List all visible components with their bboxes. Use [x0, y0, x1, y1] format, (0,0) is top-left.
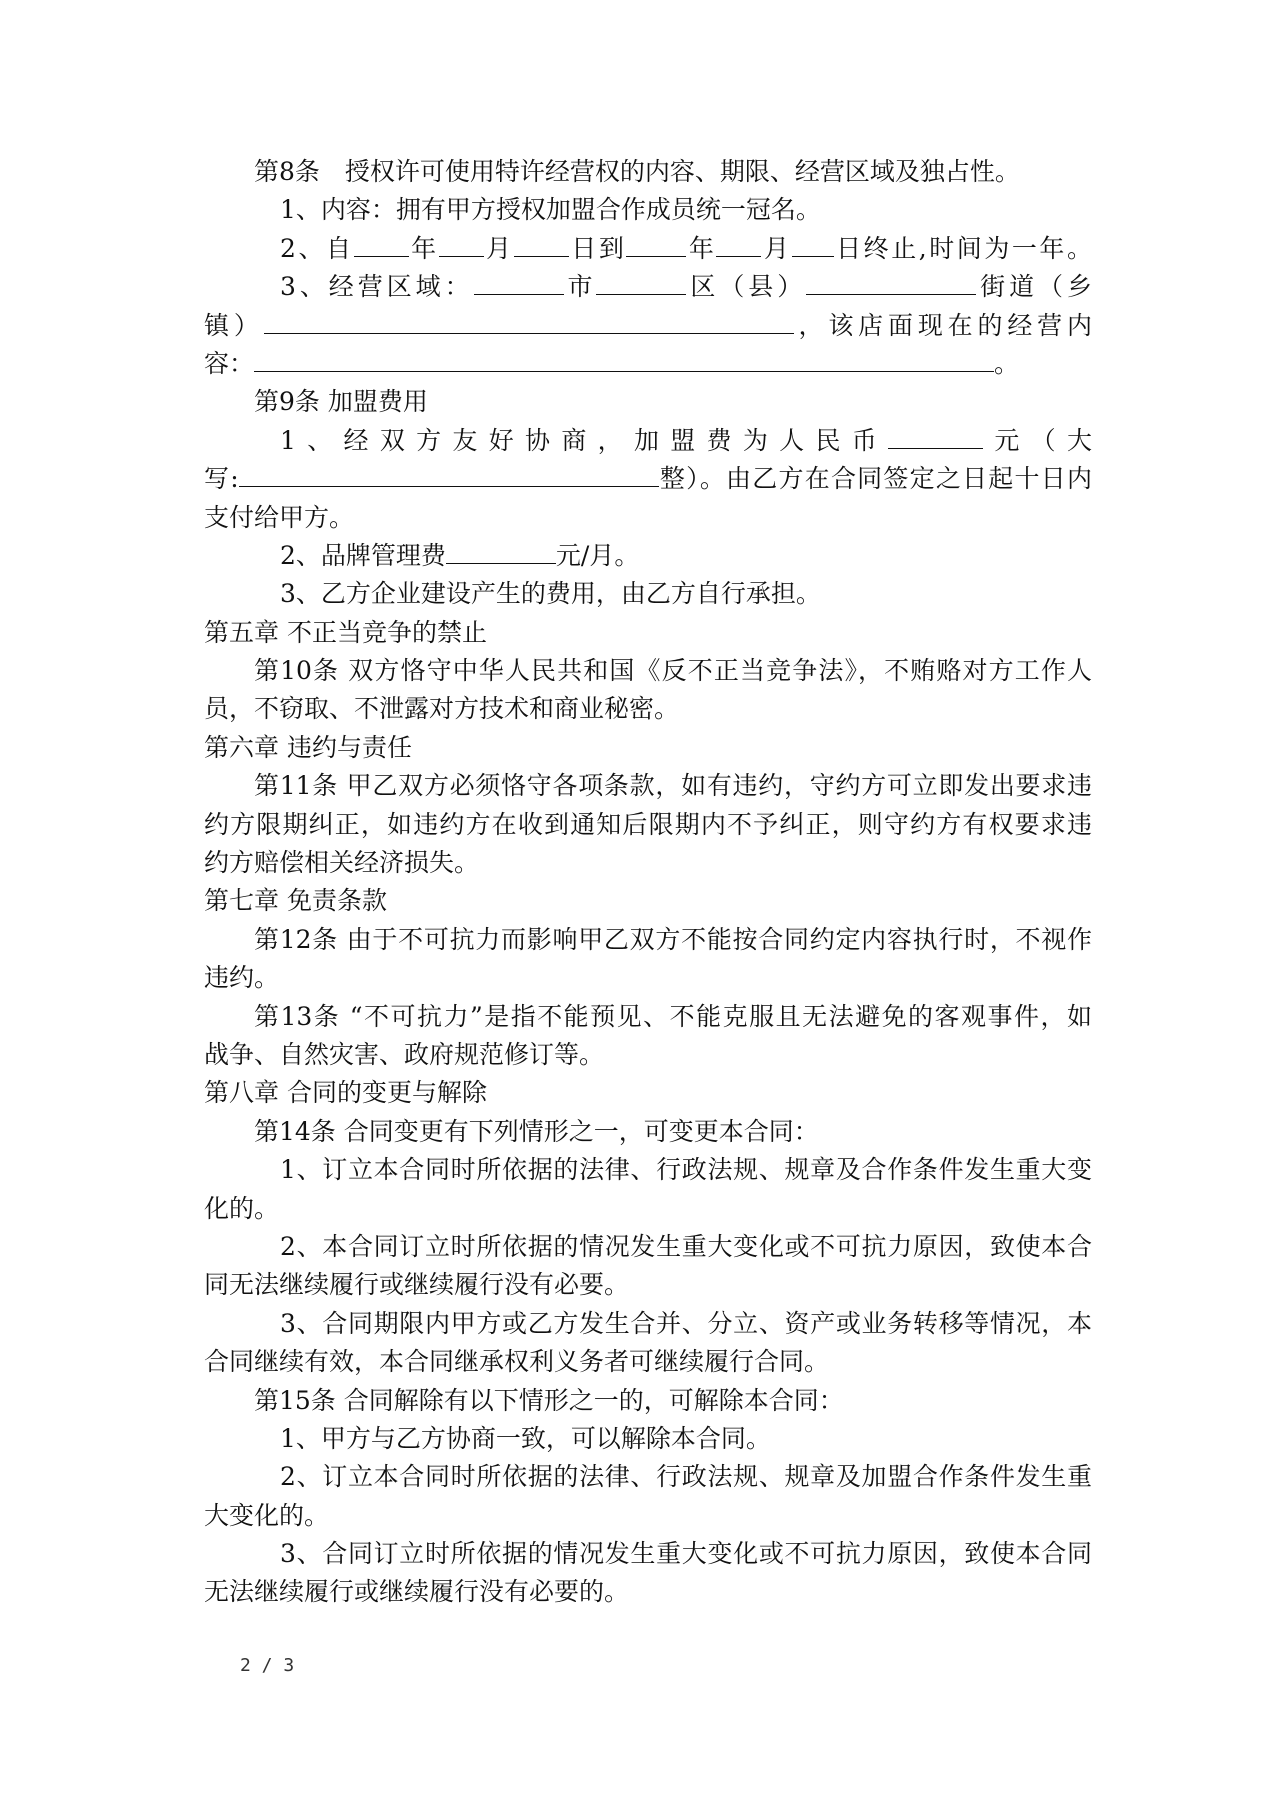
blank-field — [354, 232, 409, 257]
blank-field — [474, 270, 564, 295]
chapter-6-heading: 第六章 违约与责任 — [204, 732, 412, 762]
article-12-line-2: 违约。 — [204, 963, 280, 993]
article-14-item-3-line-1: 3、合同期限内甲方或乙方发生合并、分立、资产或业务转移等情况，本 — [280, 1308, 1092, 1338]
article-9-item-1-end: 支付给甲方。 — [204, 502, 355, 532]
article-8-item-3-cont: 镇） ，该店面现在的经营内 — [204, 310, 1092, 340]
chapter-7-heading: 第七章 免责条款 — [204, 886, 387, 916]
chapter-8-heading: 第八章 合同的变更与解除 — [204, 1078, 487, 1108]
chapter-5-heading: 第五章 不正当竞争的禁止 — [204, 617, 487, 647]
article-10-line-1: 第10条 双方恪守中华人民共和国《反不正当竞争法》，不贿赂对方工作人 — [254, 656, 1092, 686]
page-number: 2 / 3 — [240, 1655, 295, 1676]
article-14-item-2-line-1: 2、本合同订立时所依据的情况发生重大变化或不可抗力原因，致使本合 — [280, 1231, 1092, 1261]
article-14-item-3-line-2: 合同继续有效，本合同继承权利义务者可继续履行合同。 — [204, 1347, 830, 1377]
blank-field — [446, 539, 556, 564]
blank-field — [596, 270, 686, 295]
article-8-item-2: 2、自 年 月 日到 年 月 日终止,时间为一年。 — [280, 233, 1092, 263]
document-body — [204, 153, 1092, 1612]
blank-field — [254, 347, 994, 372]
blank-field — [792, 232, 834, 257]
article-9-item-2: 2、品牌管理费 元/月。 — [280, 540, 640, 570]
article-14-title: 第14条 合同变更有下列情形之一，可变更本合同： — [254, 1116, 819, 1146]
article-11-line-3: 约方赔偿相关经济损失。 — [204, 848, 480, 878]
article-8-item-3: 3、经营区域： 市 区（县） 街道（乡 — [280, 272, 1092, 302]
article-8-title: 第8条 授权许可使用特许经营权的内容、期限、经营区域及独占性。 — [254, 157, 1020, 186]
blank-field — [264, 309, 794, 334]
article-9-item-1: 1、经双方友好协商，加盟费为人民币 元（大 — [280, 425, 1092, 455]
article-9-item-3: 3、乙方企业建设产生的费用，由乙方自行承担。 — [280, 579, 821, 609]
blank-field — [888, 424, 983, 449]
article-15-item-3-line-2: 无法继续履行或继续履行没有必要的。 — [204, 1577, 630, 1607]
blank-field — [239, 462, 659, 487]
article-11-line-1: 第11条 甲乙双方必须恪守各项条款，如有违约，守约方可立即发出要求违 — [254, 771, 1092, 801]
article-14-item-2-line-2: 同无法继续履行或继续履行没有必要。 — [204, 1270, 630, 1300]
article-14-item-1-line-1: 1、订立本合同时所依据的法律、行政法规、规章及合作条件发生重大变 — [280, 1155, 1092, 1185]
article-13-line-2: 战争、自然灾害、政府规范修订等。 — [204, 1039, 605, 1069]
article-9-title: 第9条 加盟费用 — [254, 387, 428, 417]
blank-field — [806, 270, 976, 295]
blank-field — [439, 232, 484, 257]
article-15-item-3-line-1: 3、合同订立时所依据的情况发生重大变化或不可抗力原因，致使本合同 — [280, 1539, 1092, 1569]
article-15-item-2-line-2: 大变化的。 — [204, 1500, 330, 1530]
article-9-item-1-cont: 写: 整）。由乙方在合同签定之日起十日内 — [204, 464, 1092, 494]
article-15-title: 第15条 合同解除有以下情形之一的，可解除本合同： — [254, 1385, 844, 1415]
article-8-item-1: 1、内容：拥有甲方授权加盟合作成员统一冠名。 — [280, 195, 821, 225]
article-8-item-3-end: 容： 。 — [204, 348, 1020, 378]
article-14-item-1-line-2: 化的。 — [204, 1193, 280, 1223]
article-15-item-1: 1、甲方与乙方协商一致，可以解除本合同。 — [280, 1423, 771, 1453]
article-15-item-2-line-1: 2、订立本合同时所依据的法律、行政法规、规章及加盟合作条件发生重 — [280, 1462, 1092, 1492]
article-12-line-1: 第12条 由于不可抗力而影响甲乙双方不能按合同约定内容执行时，不视作 — [254, 924, 1092, 954]
blank-field — [514, 232, 569, 257]
blank-field — [716, 232, 761, 257]
article-10-line-2: 员，不窃取、不泄露对方技术和商业秘密。 — [204, 694, 680, 724]
blank-field — [626, 232, 686, 257]
article-11-line-2: 约方限期纠正，如违约方在收到通知后限期内不予纠正，则守约方有权要求违 — [204, 809, 1092, 839]
article-13-line-1: 第13条 “不可抗力”是指不能预见、不能克服且无法避免的客观事件，如 — [254, 1001, 1092, 1031]
